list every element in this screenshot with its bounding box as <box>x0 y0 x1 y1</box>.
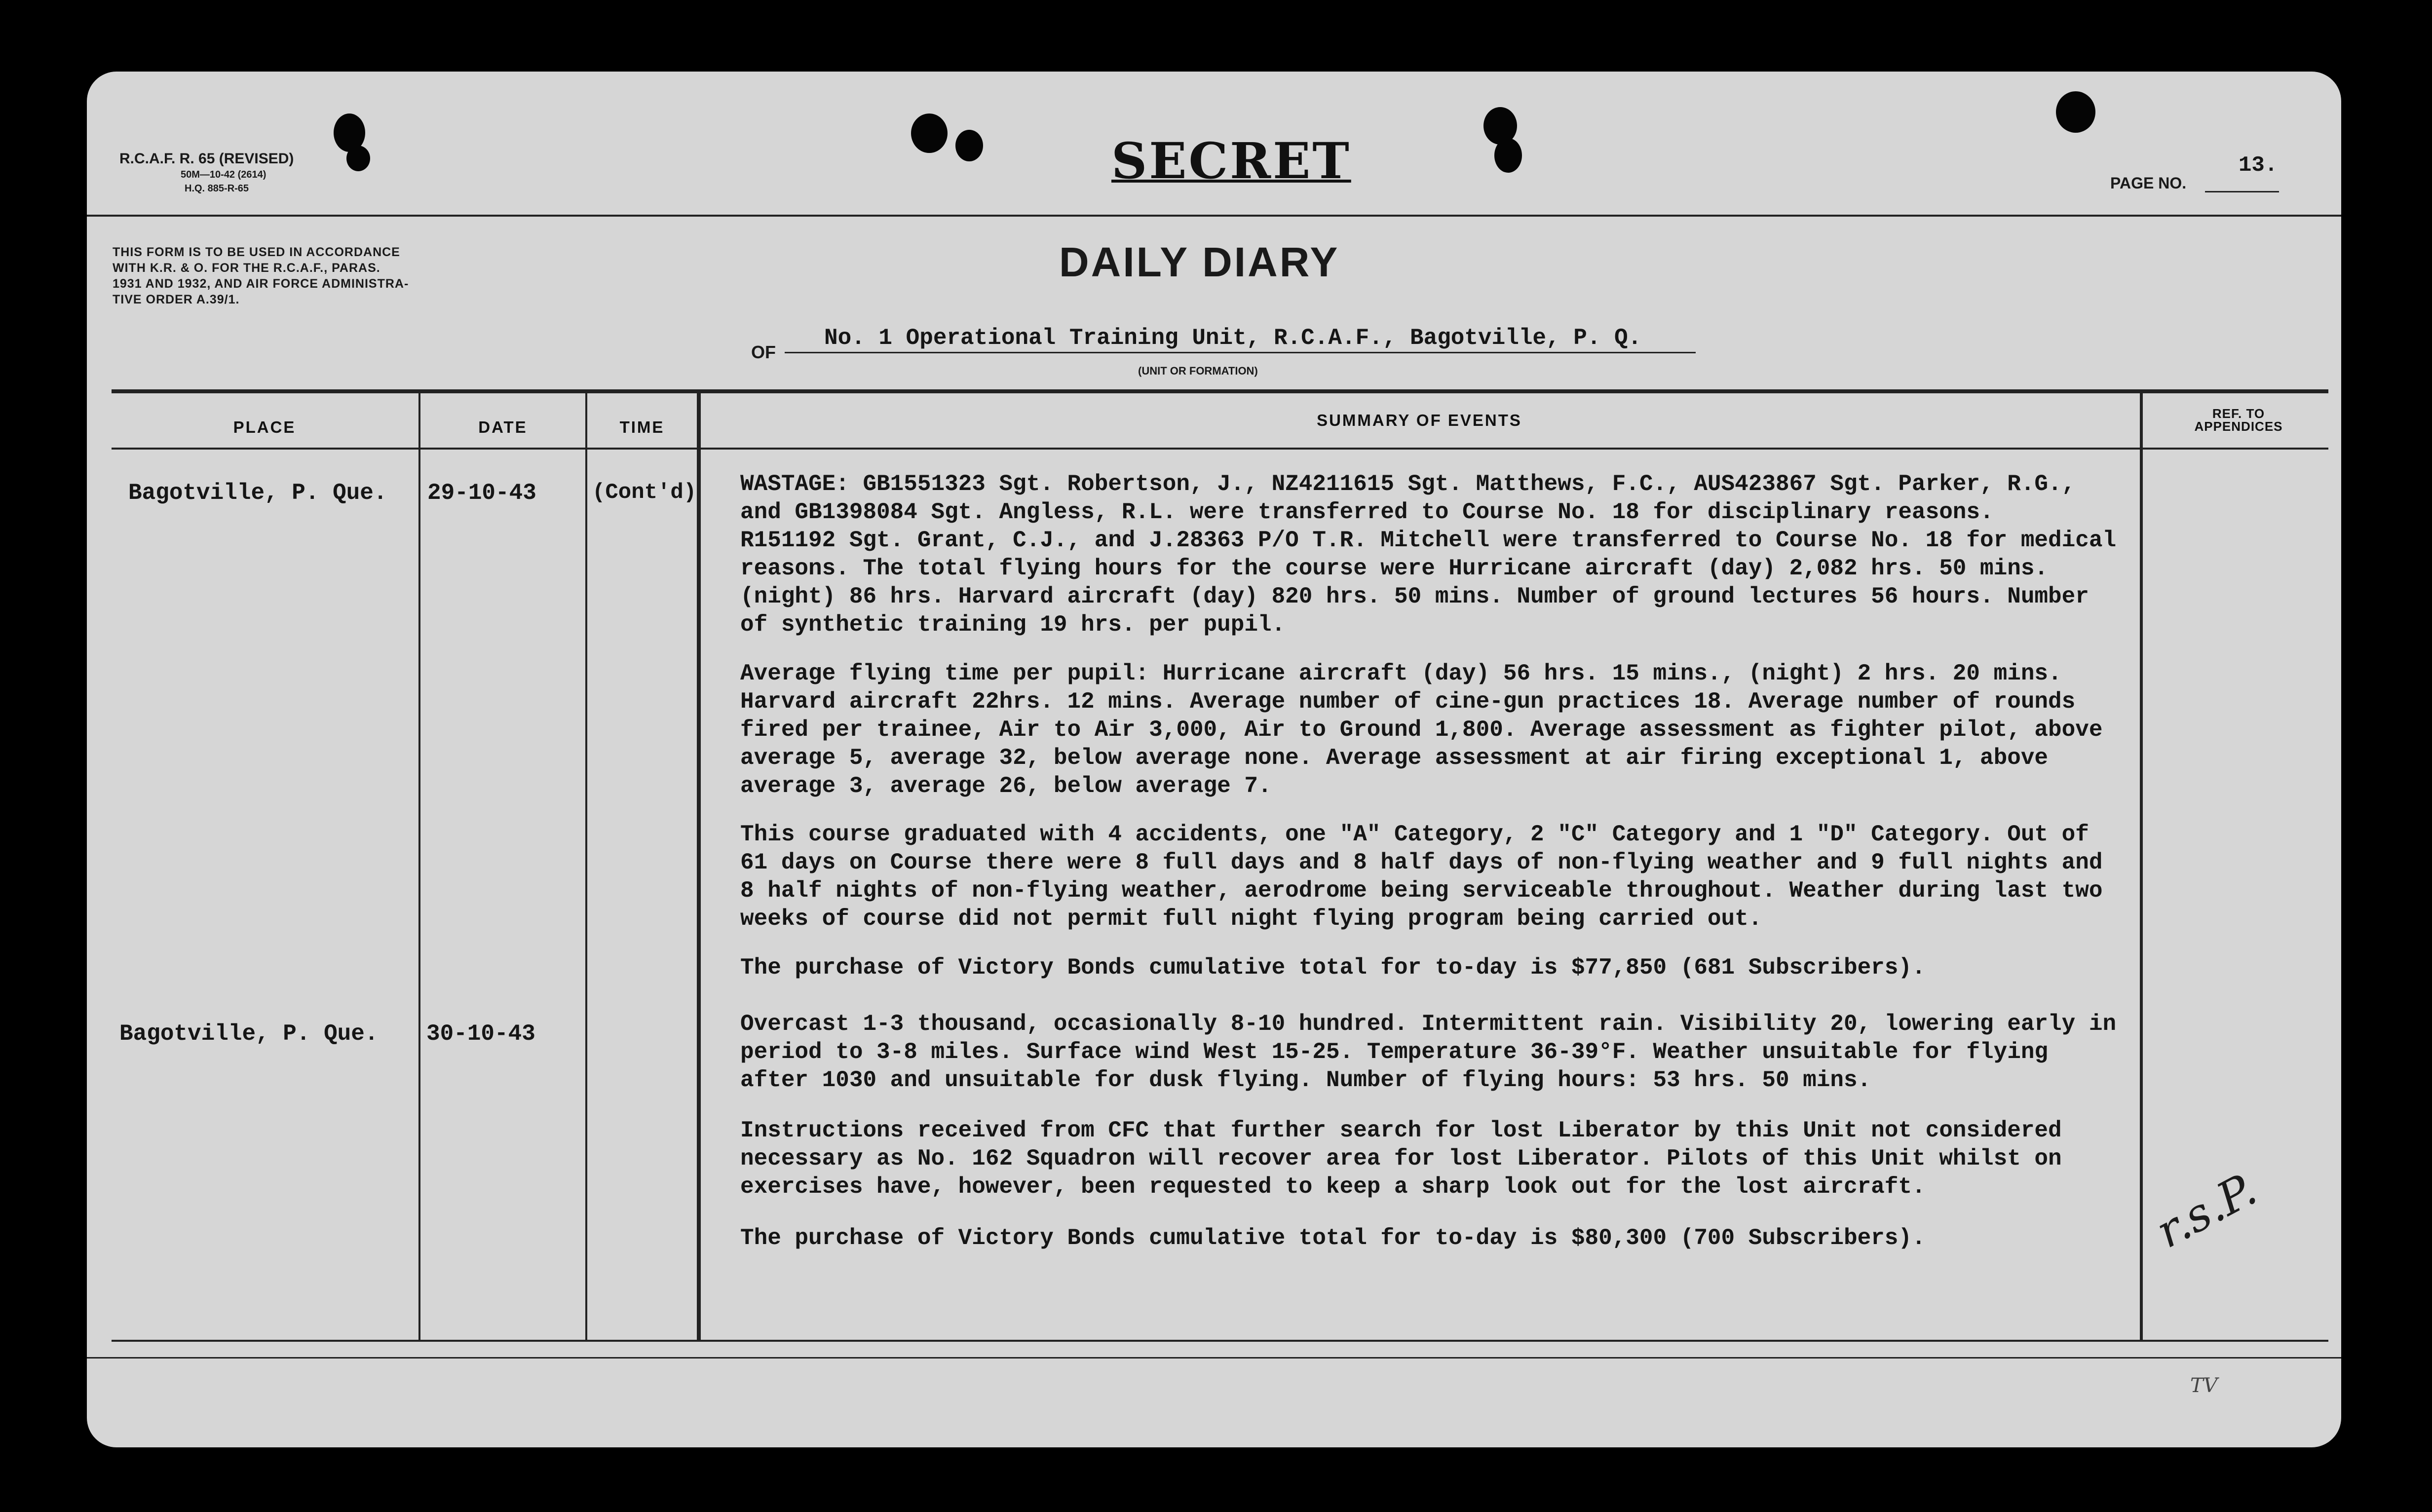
form-code: 50M—10-42 (2614) <box>181 169 266 180</box>
column-divider <box>585 391 587 1341</box>
page-title: DAILY DIARY <box>1059 239 1340 285</box>
unit-name: No. 1 Operational Training Unit, R.C.A.F., Bagotville, P. Q. <box>824 325 1642 351</box>
entry-time: (Cont'd) <box>592 480 697 505</box>
classification-stamp: SECRET <box>1111 132 1351 190</box>
column-header-summary: SUMMARY OF EVENTS <box>1317 411 1522 429</box>
unit-caption: (UNIT OR FORMATION) <box>1138 365 1258 377</box>
summary-paragraph-victory-bonds: The purchase of Victory Bonds cumulative total for to-day is $80,300 (700 Subscribers). <box>740 1225 1926 1251</box>
of-label: OF <box>751 342 776 362</box>
column-header-time: TIME <box>619 418 665 436</box>
entry-place: Bagotville, P. Que. <box>128 480 387 506</box>
summary-paragraph-victory-bonds: The purchase of Victory Bonds cumulative total for to-day is $77,850 (681 Subscribers). <box>740 955 1926 981</box>
form-code: H.Q. 885-R-65 <box>185 183 249 194</box>
summary-paragraph-weather: Overcast 1-3 thousand, occasionally 8-10 hundred. Intermittent rain. Visibility 20, lowering early in period to 3-8 miles. Surface wind West 15-25. Temperature 36-39°F. Weather unsuitable for flying after 1030 and unsuitable for dusk flying. Number of flying hours: 53 hrs. 50 mins. <box>740 1011 2117 1093</box>
summary-paragraph-wastage: WASTAGE: GB1551323 Sgt. Robertson, J., NZ4211615 Sgt. Matthews, F.C., AUS423867 Sgt. Parker, R.G., and GB1398084 Sgt. Angless, R.L. were transferred to Course No. 18 for disciplinary reasons. R151192 Sgt. Grant, C.J., and J.28363 P/O T.R. Mitchell were transferred to Course No. 18 for medical reasons. The total flying hours for the course were Hurricane aircraft (day) 2,082 hrs. 50 mins. (night) 86 hrs. Harvard aircraft (day) 820 hrs. 50 mins. Number of ground lectures 56 hours. Number of synthetic training 19 hrs. per pupil. <box>740 471 2117 638</box>
punch-hole <box>346 146 370 171</box>
table-bottom-rule <box>112 1340 2328 1342</box>
entry-place: Bagotville, P. Que. <box>119 1021 379 1047</box>
table-top-rule <box>112 389 2328 393</box>
column-divider <box>418 391 420 1341</box>
form-number: R.C.A.F. R. 65 (REVISED) <box>119 151 294 167</box>
page-label: PAGE NO. <box>2110 174 2187 192</box>
sheet-bottom-rule <box>87 1357 2341 1359</box>
column-header-place: PLACE <box>233 418 296 436</box>
corner-mark: TV <box>2190 1374 2218 1397</box>
entry-date: 29-10-43 <box>427 480 536 506</box>
summary-paragraph-average-flying: Average flying time per pupil: Hurricane aircraft (day) 56 hrs. 15 mins., (night) 2 hrs. 20 mins. Harvard aircraft 22hrs. 12 mins. Average number of cine-gun practices 18. Average number of rounds fired per trainee, Air to Air 3,000, Air to Ground 1,800. Average assessment as fighter pilot, above average 5, average 32, below average none. Average assessment at air firing exceptional 1, above average 3, average 26, below average 7. <box>740 661 2103 799</box>
form-instruction: THIS FORM IS TO BE USED IN ACCORDANCE WITH K.R. & O. FOR THE R.C.A.F., PARAS. 1931 AND 1932, AND AIR FORCE ADMINISTRA- TIVE ORDER A.39/1. <box>113 245 409 306</box>
punch-hole <box>2056 91 2095 133</box>
punch-hole <box>911 113 948 153</box>
page-number: 13. <box>2239 153 2278 178</box>
column-header-ref: REF. TO APPENDICES <box>2194 406 2283 434</box>
table-head-rule <box>112 448 2328 450</box>
summary-paragraph-liberator-search: Instructions received from CFC that further search for lost Liberator by this Unit not considered necessary as No. 162 Squadron will recover area for lost Liberator. Pilots of this Unit whilst on exercises have, however, been requested to keep a sharp look out for the lost aircraft. <box>740 1118 2062 1200</box>
handwritten-initials: r.s.P. <box>2147 1162 2265 1258</box>
column-header-date: DATE <box>478 418 528 436</box>
header-rule <box>87 215 2341 217</box>
column-divider <box>697 391 701 1341</box>
page-underline <box>2205 191 2279 192</box>
diary-sheet <box>87 72 2341 1447</box>
entry-date: 30-10-43 <box>426 1021 535 1047</box>
punch-hole <box>1494 138 1522 173</box>
punch-hole <box>955 130 983 161</box>
unit-underline <box>785 352 1696 353</box>
summary-paragraph-graduation: This course graduated with 4 accidents, one "A" Category, 2 "C" Category and 1 "D" Category. Out of 61 days on Course there were 8 full days and 8 half days of non-flying weather and 9 full nights and 8 half nights of non-flying weather, aerodrome being serviceable throughout. Weather during last two weeks of course did not permit full night flying program being carried out. <box>740 822 2103 932</box>
